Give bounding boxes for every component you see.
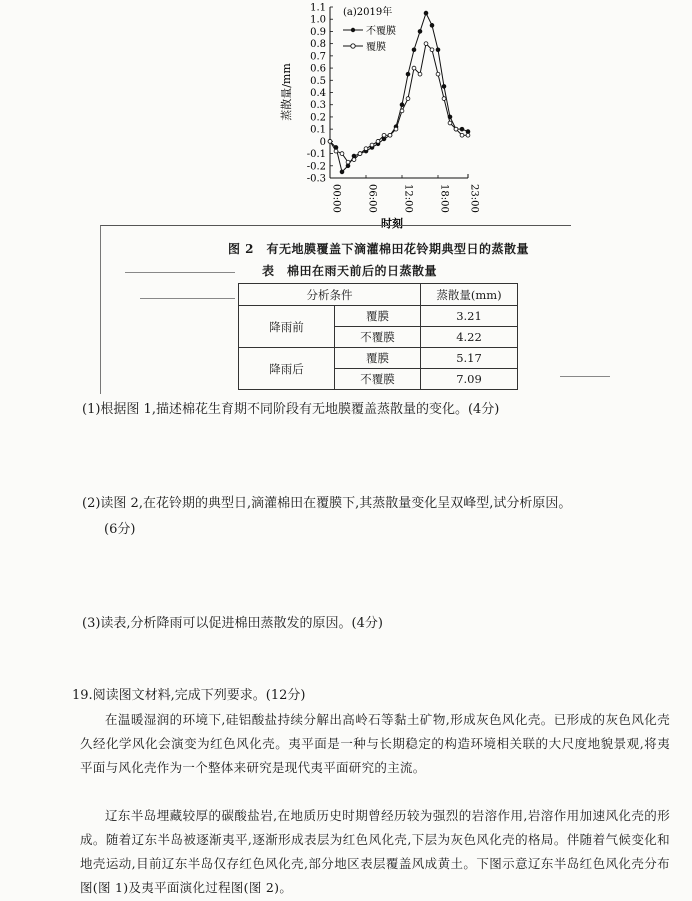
data-point-uncovered	[430, 23, 434, 27]
data-point-covered	[388, 133, 392, 137]
data-point-covered	[346, 160, 350, 164]
y-axis-label: 蒸散量/mm	[280, 63, 293, 121]
data-point-uncovered	[460, 127, 464, 131]
question-1: (1)根据图 1,描述棉花生育期不同阶段有无地膜覆盖蒸散量的变化。(4分)	[82, 402, 500, 417]
cell-condition: 不覆膜	[335, 327, 421, 348]
data-point-covered	[400, 109, 404, 113]
y-tick-label: 0.6	[310, 63, 326, 75]
x-axis-label: 时刻	[381, 217, 403, 230]
question-19-title: 19.阅读图文材料,完成下列要求。(12分)	[72, 688, 306, 703]
cell-condition: 覆膜	[335, 348, 421, 369]
legend-label-uncovered: 不覆膜	[366, 26, 396, 37]
data-point-uncovered	[400, 103, 404, 107]
q19-paragraph-2: 辽东半岛埋藏较厚的碳酸盐岩,在地质历史时期曾经历较为强烈的岩溶作用,岩溶作用加速风化壳的形成。随着辽东半岛被逐渐夷平,逐渐形成表层为红色风化壳,下层为灰色风化壳的格局。伴随着气候变化和地壳运动,目前辽东半岛仅存红色风化壳,部分地区表层覆盖风成黄土。下图示意辽东半岛红色风化壳分布图(图 1)及夷平面演化过程图(图 2)。	[80, 808, 670, 895]
data-point-covered	[412, 66, 416, 70]
data-point-covered	[340, 152, 344, 156]
series-line-uncovered	[330, 13, 468, 172]
x-tick-label: 06:00	[366, 184, 378, 213]
panel-label: (a)2019年	[343, 7, 393, 18]
legend	[343, 24, 396, 53]
data-point-covered	[394, 127, 398, 131]
data-point-uncovered	[424, 11, 428, 15]
evapotranspiration-table	[238, 283, 518, 390]
data-point-uncovered	[346, 164, 350, 168]
data-point-uncovered	[442, 84, 446, 88]
data-point-covered	[466, 133, 470, 137]
y-tick-label: 0.8	[310, 39, 326, 51]
data-point-uncovered	[382, 137, 386, 141]
data-point-covered	[460, 133, 464, 137]
y-tick-label: 0.5	[310, 75, 326, 87]
question-3: (3)读表,分析降雨可以促进棉田蒸散发的原因。(4分)	[82, 616, 383, 631]
y-tick-label: 0.9	[310, 26, 326, 38]
table-caption: 表 棉田在雨天前后的日蒸散量	[262, 264, 438, 278]
y-tick-label: 0.7	[310, 51, 326, 63]
data-point-covered	[358, 152, 362, 156]
scan-line	[125, 272, 235, 273]
data-point-covered	[376, 139, 380, 143]
data-point-covered	[334, 149, 338, 153]
data-point-covered	[418, 72, 422, 76]
legend-marker-filled	[351, 28, 355, 32]
y-tick-label: 1.0	[310, 14, 326, 26]
cell-value: 7.09	[421, 369, 518, 390]
data-point-covered	[454, 127, 458, 131]
chart-axes	[330, 7, 468, 178]
x-tick-label: 23:00	[468, 184, 480, 213]
legend-label-covered: 覆膜	[366, 42, 386, 53]
cell-value: 3.21	[421, 306, 518, 327]
scan-line	[140, 298, 235, 299]
legend-marker-open	[351, 44, 355, 48]
scan-line	[560, 376, 610, 377]
cell-condition: 不覆膜	[335, 369, 421, 390]
y-tick-label: 0.2	[310, 112, 326, 124]
data-point-uncovered	[340, 170, 344, 174]
figure-caption: 图 2 有无地膜覆盖下滴灌棉田花铃期典型日的蒸散量	[228, 242, 530, 256]
y-tick-label: 0.3	[310, 100, 326, 112]
data-point-covered	[436, 72, 440, 76]
y-tick-label: 0.1	[310, 124, 326, 136]
data-point-covered	[430, 48, 434, 52]
data-point-uncovered	[436, 48, 440, 52]
y-tick-label: 0	[319, 136, 326, 148]
data-point-covered	[370, 143, 374, 147]
chart-series	[328, 11, 470, 174]
y-tick-label: 1.1	[310, 2, 326, 14]
data-point-covered	[352, 158, 356, 162]
x-tick-label: 12:00	[402, 184, 414, 213]
y-tick-label: -0.2	[306, 161, 326, 173]
group-after-rain: 降雨后	[239, 348, 335, 390]
cell-value: 4.22	[421, 327, 518, 348]
header-condition: 分析条件	[239, 284, 421, 306]
data-point-covered	[364, 147, 368, 151]
y-tick-label: 0.4	[310, 88, 326, 99]
data-point-uncovered	[418, 30, 422, 34]
data-point-uncovered	[466, 130, 470, 134]
data-point-uncovered	[406, 72, 410, 76]
x-tick-label: 00:00	[330, 184, 342, 213]
data-point-covered	[382, 133, 386, 137]
cell-condition: 覆膜	[335, 306, 421, 327]
data-point-covered	[442, 97, 446, 101]
x-tick-label: 18:00	[438, 184, 450, 213]
data-point-covered	[406, 97, 410, 101]
q19-paragraph-1: 在温暖湿润的环境下,硅铝酸盐持续分解出高岭石等黏土矿物,形成灰色风化壳。已形成的灰色风化壳久经化学风化会演变为红色风化壳。夷平面是一种与长期稳定的构造环境相关联的大尺度地貌景观,将夷平面与风化壳作为一个整体来研究是现代夷平面研究的主流。	[80, 712, 670, 775]
evapotranspiration-chart	[0, 0, 692, 230]
data-point-uncovered	[352, 154, 356, 158]
data-point-covered	[424, 42, 428, 46]
header-value: 蒸散量(mm)	[421, 284, 518, 306]
group-before-rain: 降雨前	[239, 306, 335, 348]
cell-value: 5.17	[421, 348, 518, 369]
y-tick-label: -0.3	[306, 173, 326, 185]
y-tick-label: -0.1	[306, 149, 326, 161]
data-point-covered	[328, 139, 332, 143]
question-2: (2)读图 2,在花铃期的典型日,滴灌棉田在覆膜下,其蒸散量变化呈双峰型,试分析原因。	[82, 496, 572, 511]
data-point-uncovered	[412, 48, 416, 52]
data-point-covered	[448, 121, 452, 125]
question-2-score: (6分)	[104, 522, 136, 537]
